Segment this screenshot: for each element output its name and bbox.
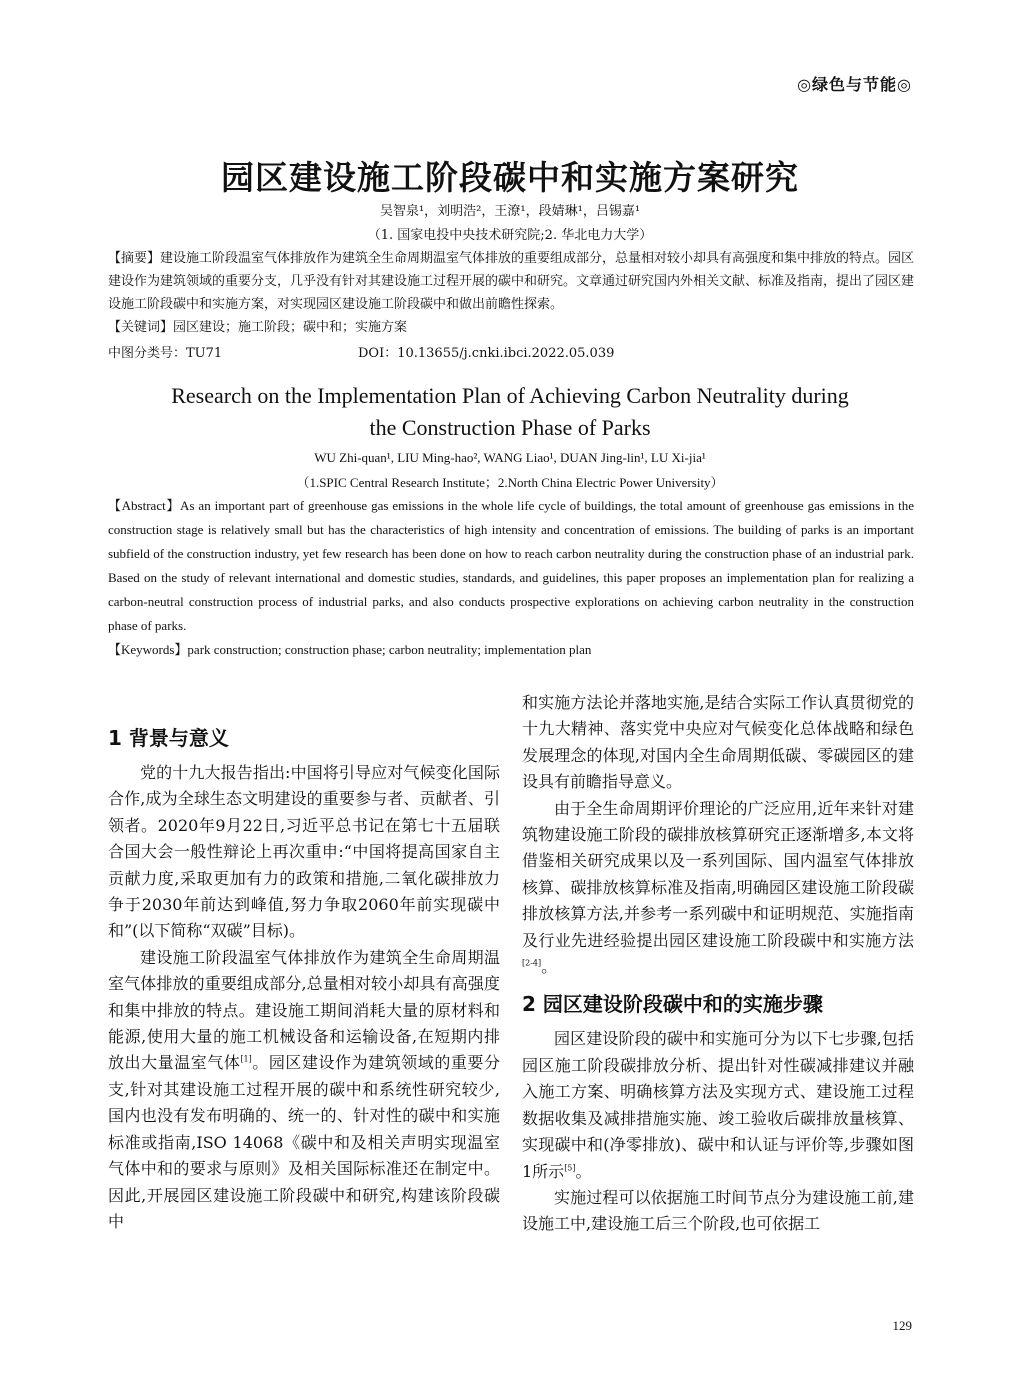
title-english-line-2: the Construction Phase of Parks: [369, 415, 651, 440]
affiliation-english: （1.SPIC Central Research Institute；2.North China Electric Power University）: [296, 475, 724, 490]
section-1-paragraph-2: [108, 945, 500, 1235]
keywords-english: 【Keywords】park construction; construction phase; carbon neutrality; implementation plan: [108, 642, 592, 657]
section-2-paragraph-1-text-a: 园区建设阶段的碳中和实施可分为以下七步骤,包括园区施工阶段碳排放分析、提出针对性碳减排建议并融入施工方案、明确核算方法及实现方式、建设施工过程数据收集及减排措施实施、竣工验收后碳排放量核算、实现碳中和(净零排放)、碳中和认证与评价等,步骤如图1所示: [522, 1029, 914, 1181]
clc-number: 中图分类号：TU71: [108, 346, 223, 361]
section-1-paragraph-2-continued: 和实施方法论并落地实施,是结合实际工作认真贯彻党的十九大精神、落实党中央应对气候变化总体战略和绿色发展理念的体现,对国内全生命周期低碳、零碳园区的建设具有前瞻指导意义。: [522, 693, 914, 792]
abstract-english-block: [108, 494, 914, 662]
section-2-paragraph-1-text-b: 。: [575, 1161, 592, 1181]
page-number: 129: [892, 1318, 912, 1333]
title-english: [0, 380, 1020, 444]
section-1-paragraph-2-text-a: 建设施工阶段温室气体排放作为建筑全生命周期温室气体排放的重要组成部分,总量相对较小却具有高强度和集中排放的特点。建设施工期间消耗大量的原材料和能源,使用大量的施工机械设备和运输设备,在短期内排放出大量温室气体: [108, 947, 500, 1073]
body-column-left: [108, 720, 500, 1235]
keywords-chinese: 【关键词】园区建设；施工阶段；碳中和；实施方案: [108, 320, 408, 335]
body-column-right: [522, 690, 914, 1238]
authors-english: WU Zhi-quan¹, LIU Ming-hao², WANG Liao¹, DUAN Jing-lin¹, LU Xi-jia¹: [314, 450, 706, 465]
abstract-chinese-block: [108, 247, 914, 339]
title-english-line-1: Research on the Implementation Plan of Achieving Carbon Neutrality during: [171, 383, 849, 408]
section-1-paragraph-3-text-b: 。: [541, 957, 558, 977]
citation-ref: [1]: [240, 1055, 252, 1065]
section-1-heading: 1 背景与意义: [108, 726, 229, 750]
section-1-paragraph-3-text-a: 由于全生命周期评价理论的广泛应用,近年来针对建筑物建设施工阶段的碳排放核算研究正逐渐增多,本文将借鉴相关研究成果以及一系列国际、国内温室气体排放核算、碳排放核算标准及指南,明确园区建设施工阶段碳排放核算方法,并参考一系列碳中和证明规范、实施指南及行业先进经验提出园区建设施工阶段碳中和实施方法: [522, 798, 914, 950]
abstract-english: 【Abstract】As an important part of greenhouse gas emissions in the whole life cycle of buildings, the total amount of greenhouse gas emissions in the construction stage is relatively small but has the characteristics of high intensity and concentration of emissions. The building of parks is an important subfield of the construction industry, yet few research has been done on how to reach carbon neutrality during the construction phase of an industrial park. Based on the study of relevant international and domestic studies, standards, and guidelines, this paper proposes an implementation plan for realizing a carbon-neutral construction process of industrial parks, and also conducts prospective explorations on achieving carbon neutrality in the construction phase of parks.: [108, 498, 914, 633]
citation-ref: [5]: [564, 1163, 576, 1173]
section-1-paragraph-1: 党的十九大报告指出:中国将引导应对气候变化国际合作,成为全球生态文明建设的重要参与者、贡献者、引领者。2020年9月22日,习近平总书记在第七十五届联合国大会一般性辩论上再次重申:“中国将提高国家自主贡献力度,采取更加有力的政策和措施,二氧化碳排放力争于2030年前达到峰值,努力争取2060年前实现碳中和”(以下简称“双碳”目标)。: [108, 763, 500, 941]
classification-line: [108, 342, 914, 361]
doi: DOI：10.13655/j.cnki.ibci.2022.05.039: [358, 346, 615, 361]
affiliation-chinese: （1. 国家电投中央技术研究院;2. 华北电力大学）: [367, 228, 653, 243]
abstract-chinese: 【摘要】建设施工阶段温室气体排放作为建筑全生命周期温室气体排放的重要组成部分，总量相对较小却具有高强度和集中排放的特点。园区建设作为建筑领域的重要分支，几乎没有针对其建设施工过程开展的碳中和研究。文章通过研究国内外相关文献、标准及指南，提出了园区建设施工阶段碳中和实施方案，对实现园区建设施工阶段碳中和做出前瞻性探索。: [108, 251, 915, 312]
section-2-paragraph-2: 实施过程可以依据施工时间节点分为建设施工前,建设施工中,建设施工后三个阶段,也可依据工: [522, 1187, 914, 1234]
section-2-paragraph-1: [522, 1026, 914, 1184]
journal-section-tag: ◎绿色与节能◎: [797, 75, 912, 94]
section-1-paragraph-3: [522, 796, 914, 981]
title-chinese: 园区建设施工阶段碳中和实施方案研究: [221, 158, 799, 197]
authors-chinese: 吴智泉¹，刘明浩²，王潦¹，段婧琳¹，吕锡嘉¹: [379, 204, 641, 219]
section-2-heading: 2 园区建设阶段碳中和的实施步骤: [522, 992, 823, 1017]
citation-ref: [2-4]: [522, 958, 542, 968]
section-1-paragraph-2-text-b: 。园区建设作为建筑领域的重要分支,针对其建设施工过程开展的碳中和系统性研究较少,国内也没有发布明确的、统一的、针对性的碳中和实施标准或指南,ISO 14068《碳中和及相关声明实现温室气体中和的要求与原则》及相关国际标准还在制定中。因此,开展园区建设施工阶段碳中和研究,构建该阶段碳中: [108, 1053, 500, 1231]
